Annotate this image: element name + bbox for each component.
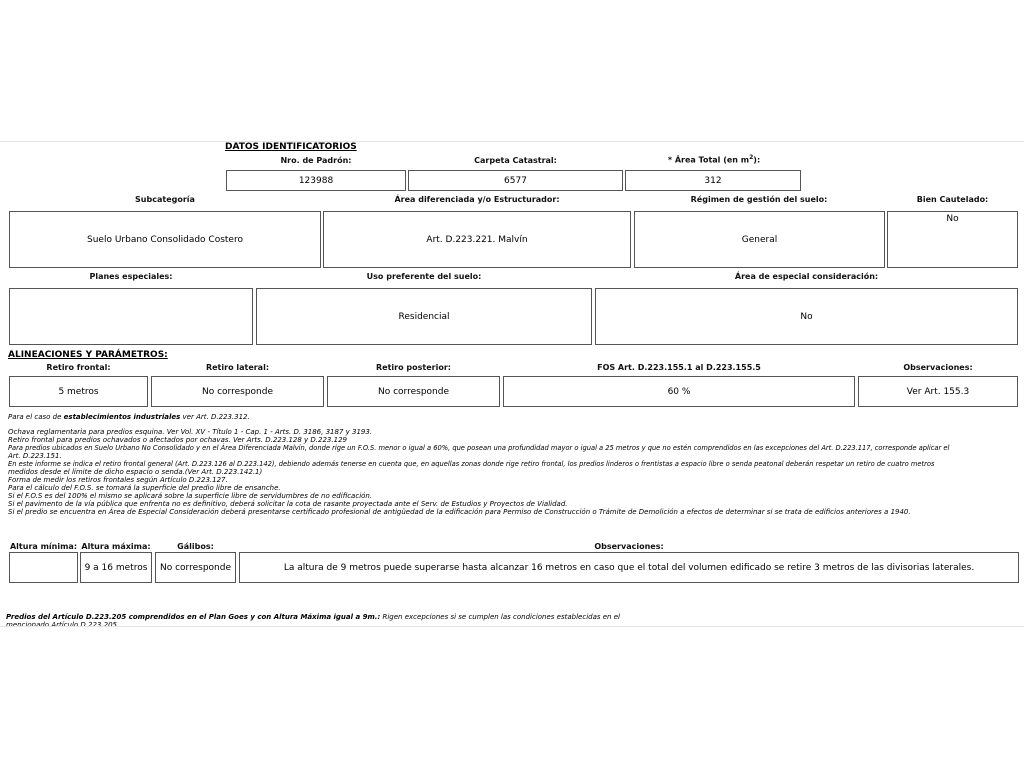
observaciones-alturas-value: La altura de 9 metros puede superarse hasta alcanzar 16 metros en caso que el total del volumen edificado se retire 3 metros de las divisorias laterales. [239,552,1019,583]
padron-value: 123988 [226,170,406,191]
uso-label: Uso preferente del suelo: [366,272,482,281]
plan-goes-note-line2: mencionado Artículo D.223.205 [6,621,117,627]
retiro-lateral-value: No corresponde [151,376,324,407]
retiro-posterior-value: No corresponde [327,376,500,407]
altura-maxima-label: Altura máxima: [81,542,151,551]
padron-label: Nro. de Padrón: [280,156,352,165]
note-line: Si el F.O.S es del 100% el mismo se aplicará sobre la superficie libre de servidumbres de no edificación. [8,492,373,500]
observaciones-alineaciones-value: Ver Art. 155.3 [858,376,1018,407]
note-line: Art. D.223.151. [8,452,62,460]
subcategoria-value: Suelo Urbano Consolidado Costero [9,211,321,268]
regimen-label: Régimen de gestión del suelo: [690,195,828,204]
carpeta-label: Carpeta Catastral: [474,156,557,165]
fos-label: FOS Art. D.223.155.1 al D.223.155.5 [597,363,761,372]
note-line: Retiro frontal para predios ochavados o afectados por ochavas. Ver Arts. D.223.128 y D.223.129 [8,436,347,444]
section-title-alineaciones: ALINEACIONES Y PARÁMETROS: [8,350,168,360]
planes-label: Planes especiales: [89,272,173,281]
document-panel [0,141,1024,627]
uso-value: Residencial [256,288,592,345]
subcategoria-label: Subcategoría [135,195,195,204]
altura-maxima-value: 9 a 16 metros [80,552,152,583]
note-line: medidos desde el límite de dicho espacio o senda.(Ver Art. D.223.142.1) [8,468,263,476]
plan-goes-note: Predios del Artículo D.223.205 comprendidos en el Plan Goes y con Altura Máxima igual a 9m.: Rigen excepciones si se cumplen las condiciones establecidas en el [6,613,620,621]
industrial-note: Para el caso de establecimientos industriales ver Art. D.223.312. [8,413,250,421]
area-diferenciada-value: Art. D.223.221. Malvín [323,211,631,268]
area-total-value: 312 [625,170,801,191]
note-line: Forma de medir los retiros frontales según Artículo D.223.127. [8,476,228,484]
section-title-identificatorios: DATOS IDENTIFICATORIOS [225,142,357,152]
area-superscript: 2 [749,154,754,161]
galibos-label: Gálibos: [177,542,214,551]
fos-value: 60 % [503,376,855,407]
especial-value: No [595,288,1018,345]
retiro-frontal-value: 5 metros [9,376,148,407]
retiro-lateral-label: Retiro lateral: [205,363,270,372]
galibos-value: No corresponde [155,552,236,583]
area-total-label: * Área Total (en $m^2$): [667,154,761,165]
note-line: Si el predio se encuentra en Área de Especial Consideración deberá presentarse certificado profesional de antigüedad de la edificación para Permiso de Construcción o Trámite de Demolición a efectos de determinar si se trata de edificios anteriores a 1940. [8,508,911,516]
altura-minima-value [9,552,78,583]
carpeta-value: 6577 [408,170,623,191]
planes-value [9,288,253,345]
bien-cautelado-value: No [887,211,1018,268]
observaciones-alineaciones-label: Observaciones: [903,363,973,372]
bien-cautelado-label: Bien Cautelado: [916,195,989,204]
regimen-value: General [634,211,885,268]
note-line: En este informe se indica el retiro frontal general (Art. D.223.126 al D.223.142), debiendo además tenerse en cuenta que, en aquellas zonas donde rige retiro frontal, los predios linderos o frentistas a espacio libre o senda peatonal deberán respetar un retiro de cuatro metros [8,460,935,468]
especial-label: Área de especial consideración: [734,272,879,281]
retiro-posterior-label: Retiro posterior: [376,363,451,372]
retiro-frontal-label: Retiro frontal: [46,363,111,372]
altura-minima-label: Altura mínima: [9,542,78,551]
notes-list [8,428,1020,516]
note-line: Si el pavimento de la vía pública que enfrenta no es definitivo, deberá solicitar la cota de rasante proyectada ante el Serv. de Estudios y Proyectos de Vialidad. [8,500,568,508]
observaciones-alturas-label: Observaciones: [594,542,664,551]
note-line: Ochava reglamentaria para predios esquina. Ver Vol. XV - Título 1 - Cap. 1 - Arts. D. 3186, 3187 y 3193. [8,428,373,436]
note-line: Para predios ubicados en Suelo Urbano No Consolidado y en el Área Diferenciada Malvín, donde rige un F.O.S. menor o igual a 60%, que posean una profundidad mayor o igual a 25 metros y que no estén comprendidos en las excepciones del Art. D.223.117, corresponde aplicar el [8,444,950,452]
note-line: Para el cálculo del F.O.S. se tomará la superficie del predio libre de ensanche. [8,484,281,492]
area-diferenciada-label: Área diferenciada y/o Estructurador: [394,195,560,204]
